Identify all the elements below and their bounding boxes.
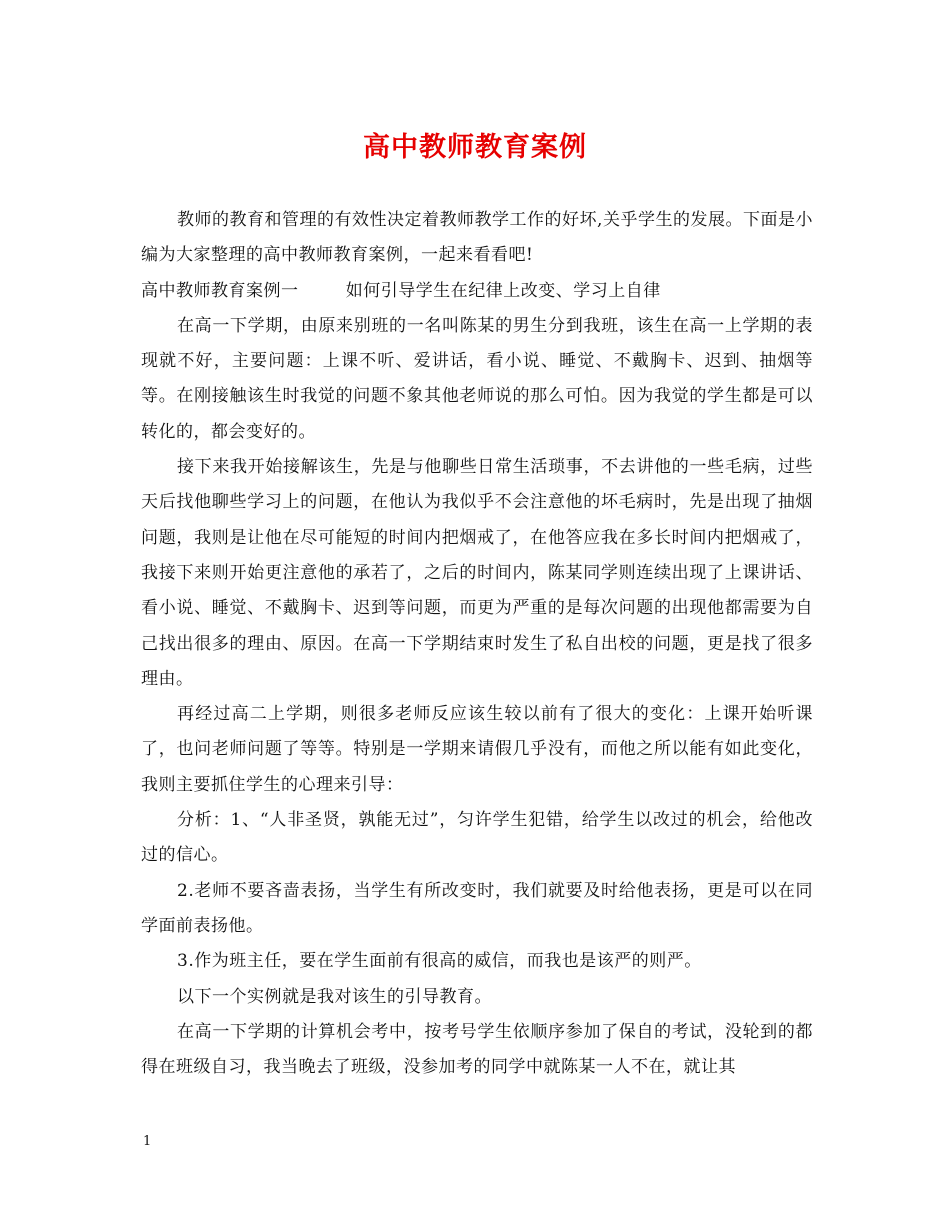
body-paragraph: 以下一个实例就是我对该生的引导教育。	[177, 986, 492, 1007]
analysis-paragraph: 分析：1、“人非圣贤，孰能无过”，匀许学生犯错，给学生以改过的机会，给他改过的信心。	[141, 810, 813, 866]
analysis-paragraph: 3.作为班主任，要在学生面前有很高的威信，而我也是该严的则严。	[177, 951, 702, 972]
page-number: 1	[143, 1134, 152, 1149]
document-title: 高中教师教育案例	[363, 132, 587, 163]
body-paragraph: 在高一下学期，由原来别班的一名叫陈某的男生分到我班，该生在高一上学期的表现就不好，主要问题：上课不听、爱讲话，看小说、睡觉、不戴胸卡、迟到、抽烟等等。在刚接触该生时我觉的问题不象其他老师说的那么可怕。因为我觉的学生都是可以转化的，都会变好的。	[141, 315, 813, 442]
analysis-paragraph: 2.老师不要吝啬表扬，当学生有所改变时，我们就要及时给他表扬，更是可以在同学面前表扬他。	[141, 880, 813, 936]
document-body	[141, 203, 813, 1085]
intro-paragraph: 教师的教育和管理的有效性决定着教师教学工作的好坏,关乎学生的发展。下面是小编为大家整理的高中教师教育案例，一起来看看吧!	[141, 210, 813, 266]
case-heading: 高中教师教育案例一 如何引导学生在纪律上改变、学习上自律	[141, 280, 661, 301]
body-paragraph: 再经过高二上学期，则很多老师反应该生较以前有了很大的变化：上课开始听课了，也问老师问题了等等。特别是一学期来请假几乎没有，而他之所以能有如此变化，我则主要抓住学生的心理来引导：	[141, 704, 813, 795]
body-paragraph: 接下来我开始接解该生，先是与他聊些日常生活琐事，不去讲他的一些毛病，过些天后找他聊些学习上的问题，在他认为我似乎不会注意他的坏毛病时，先是出现了抽烟问题，我则是让他在尽可能短的时间内把烟戒了，在他答应我在多长时间内把烟戒了，我接下来则开始更注意他的承若了，之后的时间内，陈某同学则连续出现了上课讲话、看小说、睡觉、不戴胸卡、迟到等问题，而更为严重的是每次问题的出现他都需要为自己找出很多的理由、原因。在高一下学期结束时发生了私自出校的问题，更是找了很多理由。	[141, 457, 813, 689]
body-paragraph: 在高一下学期的计算机会考中，按考号学生依顺序参加了保自的考试，没轮到的都得在班级自习，我当晚去了班级，没参加考的同学中就陈某一人不在，就让其	[141, 1021, 813, 1078]
